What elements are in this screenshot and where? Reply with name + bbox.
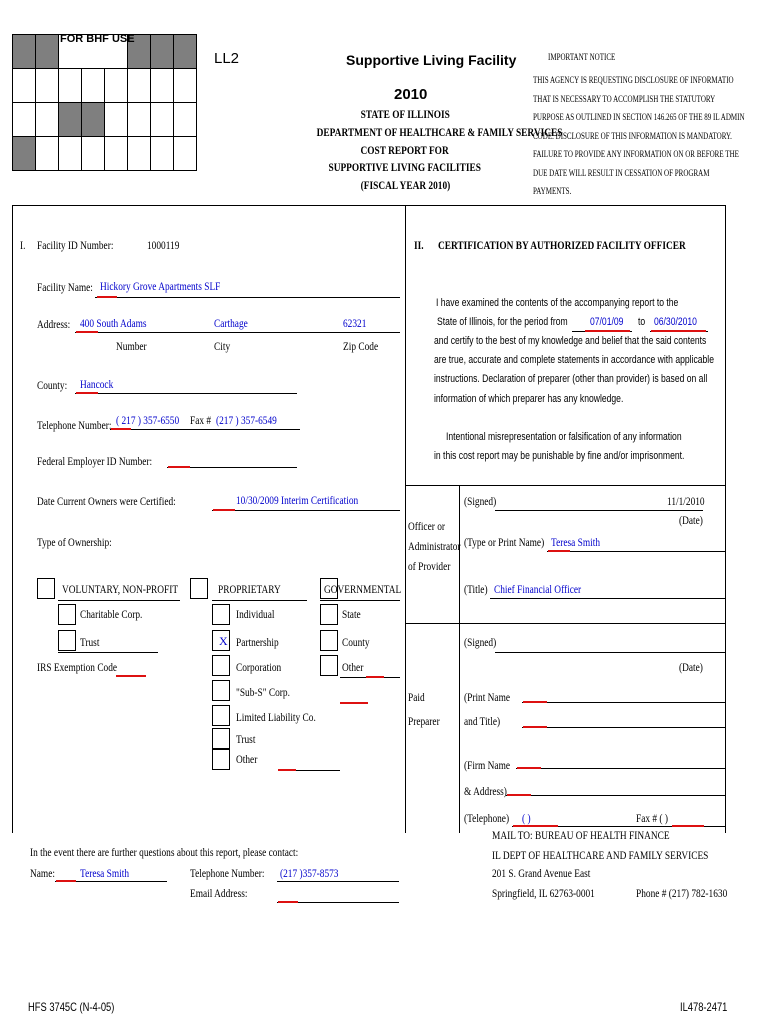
period-from-value[interactable]: 07/01/09 [590, 316, 624, 328]
form-number: HFS 3745C (N-4-05) [28, 1000, 115, 1014]
prep-print-line-1[interactable] [522, 702, 725, 703]
prep-telephone-label: (Telephone) [464, 811, 510, 825]
preparer-label: Paid Preparer [408, 690, 440, 728]
contact-tel-value[interactable]: (217 )357-8573 [280, 866, 339, 880]
period-to-value[interactable]: 06/30/2010 [654, 316, 697, 328]
sub-s-checkbox[interactable] [212, 680, 230, 701]
partnership-check-mark: X [219, 634, 228, 648]
proprietary-checkbox[interactable] [190, 578, 208, 599]
charitable-checkbox[interactable] [58, 604, 76, 625]
address-city-value[interactable]: Carthage [214, 316, 248, 330]
report-subtitle: SUPPORTIVE LIVING FACILITIES [328, 160, 482, 174]
proprietary-label: PROPRIETARY [218, 582, 281, 596]
telephone-line [110, 429, 300, 430]
firm-line-2[interactable] [506, 795, 725, 796]
state-label: State [342, 607, 361, 621]
print-name-label: (Type or Print Name) [464, 535, 545, 549]
form-code: LL2 [214, 50, 240, 67]
mail-dept: IL DEPT OF HEALTHCARE AND FAMILY SERVICES [492, 848, 709, 862]
prep-signed-label: (Signed) [464, 635, 497, 649]
facility-name-line [95, 297, 400, 298]
mail-to: MAIL TO: BUREAU OF HEALTH FINANCE [492, 828, 670, 842]
zip-caption: Zip Code [343, 339, 379, 353]
sub-s-label: "Sub-S" Corp. [236, 685, 290, 699]
fax-value[interactable]: (217 ) 357-6549 [216, 413, 277, 427]
city-caption: City [214, 339, 231, 353]
prep-print-label: (Print Name and Title) [464, 690, 511, 728]
sig-top-line [405, 485, 725, 486]
facility-name-label: Facility Name: [37, 280, 93, 294]
facility-id-label: Facility ID Number: [37, 238, 114, 252]
address-line [75, 332, 400, 333]
officer-date-label: (Date) [679, 513, 703, 527]
proprietary-line [212, 600, 307, 601]
sig-mid-line [405, 623, 725, 624]
certified-label: Date Current Owners were Certified: [37, 494, 176, 508]
period-to-label: to [638, 316, 646, 328]
sig-left-line [405, 485, 406, 833]
contact-email-mark [278, 901, 298, 903]
prop-trust-checkbox[interactable] [212, 728, 230, 749]
voluntary-trust-checkbox[interactable] [58, 630, 76, 651]
title-label: (Title) [464, 582, 488, 596]
prop-trust-label: Trust [236, 732, 256, 746]
county-line [75, 393, 297, 394]
section-i-roman: I. [20, 238, 26, 252]
cert-line-5: instructions. Declaration of preparer (other than provider) is based on all [434, 373, 708, 385]
contact-name-mark [56, 880, 76, 882]
section-ii-roman: II. [414, 238, 424, 252]
officer-name-mark [548, 550, 570, 552]
officer-signed-line[interactable] [495, 510, 703, 511]
county-mark [76, 392, 98, 394]
officer-title-line [490, 598, 725, 599]
main-frame-top [12, 205, 725, 206]
gov-other-checkbox[interactable] [320, 655, 338, 676]
column-divider [405, 205, 406, 485]
officer-label: Officer or Administrator of Provider [408, 519, 461, 573]
officer-name-value[interactable]: Teresa Smith [551, 535, 600, 549]
certified-value[interactable]: 10/30/2009 Interim Certification [236, 493, 359, 507]
ownership-label: Type of Ownership: [37, 535, 112, 549]
mail-phone: Phone # (217) 782-1630 [636, 886, 728, 900]
fein-mark [168, 466, 190, 468]
corporation-checkbox[interactable] [212, 655, 230, 676]
state-checkbox[interactable] [320, 604, 338, 625]
notice-heading: IMPORTANT NOTICE [548, 52, 616, 62]
cert-line-3: and certify to the best of my knowledge and belief that the said contents [434, 335, 707, 347]
state-label: STATE OF ILLINOIS [360, 107, 450, 121]
form-year: 2010 [394, 86, 428, 103]
prep-print-mark-1 [523, 701, 547, 703]
officer-name-line [547, 551, 725, 552]
county-gov-label: County [342, 635, 370, 649]
fax-label: Fax # [190, 413, 212, 427]
voluntary-trust-label: Trust [80, 635, 100, 649]
report-title: COST REPORT FOR [360, 143, 450, 157]
county-label: County: [37, 378, 68, 392]
governmental-label: GOVERNMENTAL [324, 582, 402, 596]
prep-fax-mark [672, 825, 704, 827]
prop-other-label: Other [236, 752, 258, 766]
corporation-label: Corporation [236, 660, 282, 674]
firm-mark-2 [507, 794, 531, 796]
gov-other-label: Other [342, 660, 364, 674]
fein-label: Federal Employer ID Number: [37, 454, 153, 468]
bhf-use-grid [12, 34, 197, 171]
prop-other-checkbox[interactable] [212, 749, 230, 770]
cert-line-4: are true, accurate and complete statements in accordance with applicable [434, 354, 714, 366]
firm-label: (Firm Name & Address) [464, 758, 511, 798]
form-title: Supportive Living Facility [346, 52, 517, 68]
firm-line-1[interactable] [516, 768, 725, 769]
number-caption: Number [116, 339, 147, 353]
telephone-value[interactable]: ( 217 ) 357-6550 [116, 413, 180, 427]
officer-signed-date[interactable]: 11/1/2010 [667, 494, 705, 508]
firm-mark-1 [517, 767, 541, 769]
officer-signed-label: (Signed) [464, 494, 497, 508]
facility-name-mark [97, 296, 117, 298]
contact-tel-line [277, 881, 399, 882]
llc-checkbox[interactable] [212, 705, 230, 726]
prop-other-mark [278, 769, 296, 771]
prep-print-line-2[interactable] [522, 727, 725, 728]
prep-telephone-mark [513, 825, 558, 827]
contact-tel-label: Telephone Number: [190, 866, 265, 880]
fiscal-year: (FISCAL YEAR 2010) [360, 178, 450, 192]
contact-email-label: Email Address: [190, 886, 248, 900]
cert-line-2: State of Illinois, for the period from [437, 316, 568, 328]
sub-s-mark [340, 702, 368, 704]
contact-heading: In the event there are further questions about this report, please contact: [30, 845, 299, 859]
certified-mark [213, 509, 235, 511]
county-value[interactable]: Hancock [80, 377, 114, 391]
partnership-label: Partnership [236, 635, 279, 649]
mail-city: Springfield, IL 62763-0001 [492, 886, 595, 900]
address-number-value[interactable]: 400 South Adams [80, 316, 147, 330]
period-from-mark [585, 330, 630, 332]
certified-line [212, 510, 400, 511]
county-checkbox[interactable] [320, 630, 338, 651]
irs-label: IRS Exemption Code [37, 660, 118, 674]
telephone-mark [111, 428, 131, 430]
telephone-label: Telephone Number: [37, 418, 112, 432]
prep-signed-line[interactable] [495, 652, 725, 653]
department-label: DEPARTMENT OF HEALTHCARE & FAMILY SERVICES [316, 125, 563, 139]
mail-street: 201 S. Grand Avenue East [492, 866, 591, 880]
address-label: Address: [37, 317, 71, 331]
address-zip-value[interactable]: 62321 [343, 316, 367, 330]
cert-line-6: information of which preparer has any knowledge. [434, 393, 624, 405]
prep-print-mark-2 [523, 726, 547, 728]
irs-mark [116, 675, 146, 677]
facility-id-value[interactable]: 1000119 [147, 238, 180, 252]
individual-checkbox[interactable] [212, 604, 230, 625]
cert-line-1: I have examined the contents of the accompanying report to the [436, 297, 679, 309]
bhf-use-label: FOR BHF USE [60, 33, 135, 45]
voluntary-checkbox[interactable] [37, 578, 55, 599]
prep-date-label: (Date) [679, 660, 703, 674]
individual-label: Individual [236, 607, 275, 621]
period-to-mark [651, 330, 706, 332]
warn-line-1: Intentional misrepresentation or falsification of any information [446, 431, 682, 443]
voluntary-line [58, 600, 180, 601]
address-mark [76, 331, 98, 333]
prep-fax-label: Fax # ( ) [636, 811, 668, 825]
gov-other-mark [366, 676, 384, 678]
contact-name-label: Name: [30, 866, 55, 880]
governmental-line [320, 600, 400, 601]
charitable-label: Charitable Corp. [80, 607, 143, 621]
llc-label: Limited Liability Co. [236, 710, 316, 724]
certification-heading: CERTIFICATION BY AUTHORIZED FACILITY OFFICER [438, 238, 686, 252]
main-frame-left [12, 205, 13, 833]
voluntary-label: VOLUNTARY, NON-PROFIT [62, 582, 179, 596]
prep-telephone-value[interactable]: ( ) [522, 811, 531, 825]
officer-title-value[interactable]: Chief Financial Officer [494, 582, 582, 596]
facility-name-value[interactable]: Hickory Grove Apartments SLF [100, 279, 221, 293]
notice-body: THIS AGENCY IS REQUESTING DISCLOSURE OF INFORMATIO THAT IS NECESSARY TO ACCOMPLISH THE STATUTORY PURPOSE AS OUTLINED IN SECTION 146.265 OF THE 89 IL ADMIN CODE. DISCLOSURE OF THIS INFORMATION IS MANDATORY. FAILURE TO PROVIDE ANY INFORMATION ON OR BEFORE THE DUE DATE WILL RESULT IN CESSATION OF PROGRAM PAYMENTS. [533, 75, 745, 196]
voluntary-bottom-line [58, 652, 158, 653]
warn-line-2: in this cost report may be punishable by fine and/or imprisonment. [434, 450, 685, 462]
doc-id: IL478-2471 [680, 1000, 728, 1014]
contact-name-value[interactable]: Teresa Smith [80, 866, 129, 880]
